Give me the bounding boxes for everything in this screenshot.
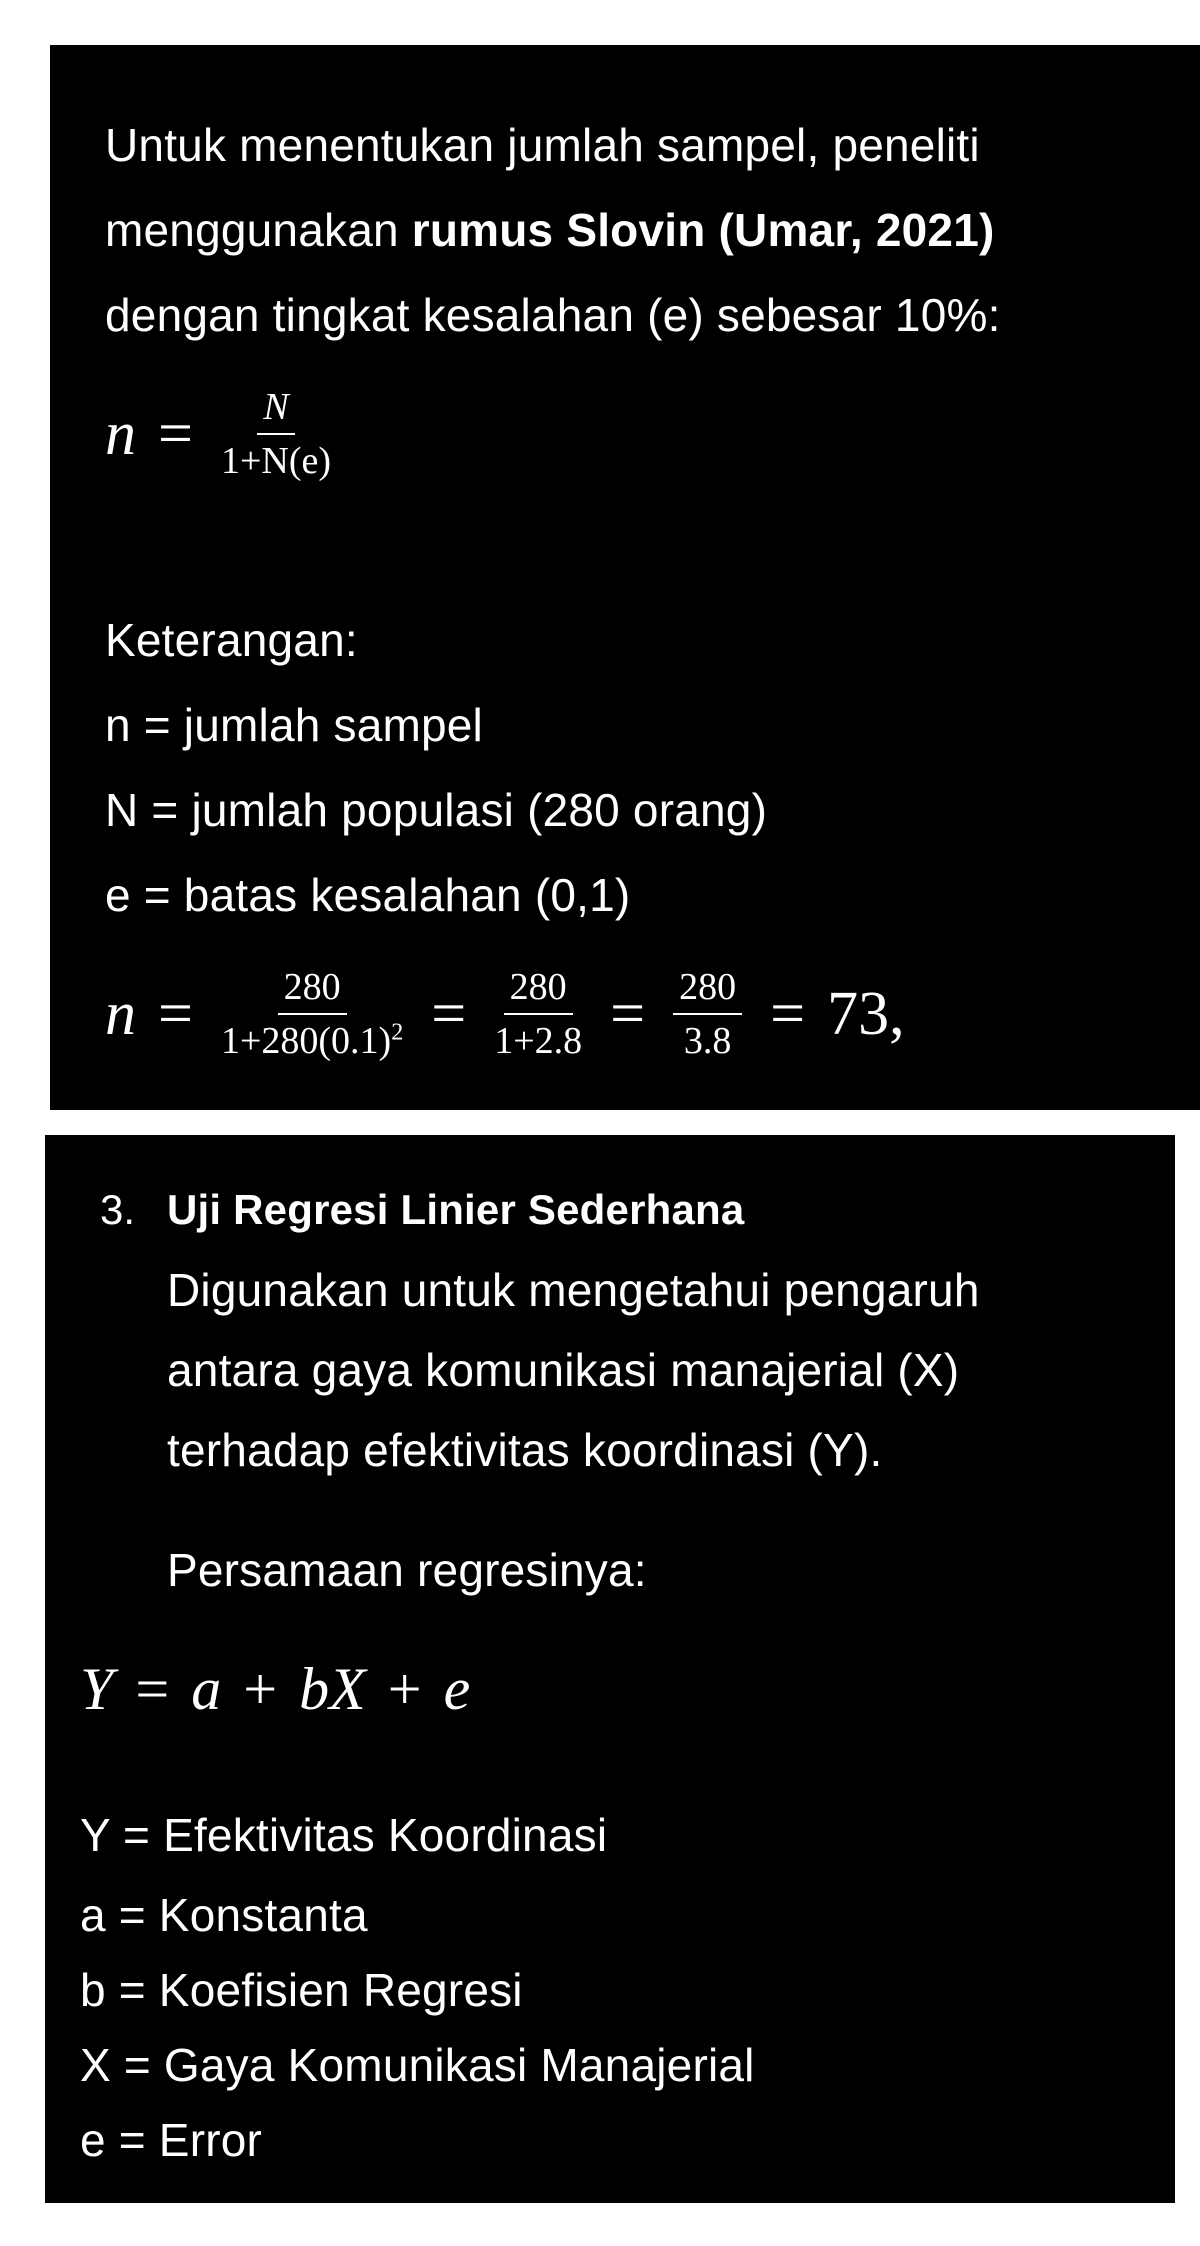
calc-fraction-1-num: 280 — [278, 965, 347, 1015]
definition-e-error: e = Error — [80, 2114, 263, 2166]
calc-equals-1: = — [158, 979, 193, 1048]
desc-line-3: terhadap efektivitas koordinasi (Y). — [167, 1424, 883, 1476]
slovin-calculation — [105, 965, 905, 1063]
slovin-formula — [105, 385, 337, 483]
definition-e: e = batas kesalahan (0,1) — [105, 869, 631, 921]
persamaan-label: Persamaan regresinya: — [167, 1544, 647, 1596]
intro-line-2 — [105, 190, 995, 270]
calc-equals-2: = — [431, 979, 467, 1048]
definition-b: b = Koefisien Regresi — [80, 1964, 523, 2016]
calc-result: 73, — [827, 979, 905, 1048]
eq-a: a — [191, 1656, 222, 1722]
regression-panel — [45, 1135, 1175, 2203]
calc-fraction-1 — [221, 965, 403, 1063]
definition-X: X = Gaya Komunikasi Manajerial — [80, 2039, 755, 2091]
formula-fraction — [221, 385, 331, 483]
calc-equals-4: = — [770, 979, 806, 1048]
calc-fraction-3 — [673, 965, 742, 1063]
desc-line-2: antara gaya komunikasi manajerial (X) — [167, 1344, 960, 1396]
definition-N: N = jumlah populasi (280 orang) — [105, 784, 768, 836]
calc-fraction-2 — [494, 965, 582, 1063]
keterangan-title: Keterangan: — [105, 614, 358, 666]
eq-equals: = — [135, 1656, 170, 1722]
calc-fraction-3-den: 3.8 — [683, 1020, 732, 1062]
definition-a: a = Konstanta — [80, 1889, 368, 1941]
formula-numerator: N — [257, 385, 294, 435]
list-number: 3. — [100, 1186, 136, 1233]
calc-equals-3: = — [610, 979, 646, 1048]
calc-fraction-3-num: 280 — [673, 965, 742, 1015]
section-heading: Uji Regresi Linier Sederhana — [167, 1186, 745, 1233]
definition-Y: Y = Efektivitas Koordinasi — [80, 1809, 608, 1861]
formula-lhs: n — [105, 399, 136, 468]
calc-fraction-1-den: $1+280(0.1)^2$ — [220, 1019, 404, 1062]
intro-line-1: Untuk menentukan jumlah sampel, peneliti — [105, 119, 980, 171]
slovin-panel — [50, 45, 1200, 1110]
eq-Y: Y — [80, 1656, 114, 1722]
intro-line-2-bold: rumus Slovin (Umar, 2021) — [411, 204, 995, 256]
intro-line-3: dengan tingkat kesalahan (e) sebesar 10%: — [105, 289, 1001, 341]
formula-equals: = — [158, 399, 193, 468]
desc-line-1: Digunakan untuk mengetahui pengaruh — [167, 1264, 980, 1316]
eq-plus-1: + — [243, 1656, 278, 1722]
calc-fraction-2-num: 280 — [504, 965, 573, 1015]
definition-n: n = jumlah sampel — [105, 699, 483, 751]
eq-plus-2: + — [387, 1656, 422, 1722]
calc-fraction-2-den: 1+2.8 — [494, 1020, 583, 1062]
intro-line-2-text: menggunakan — [105, 204, 412, 256]
calc-lhs: n — [105, 979, 136, 1048]
formula-denominator: 1+N(e) — [220, 440, 332, 482]
regression-equation — [80, 1655, 470, 1724]
eq-e: e — [443, 1656, 471, 1722]
eq-bX: bX — [299, 1656, 366, 1722]
